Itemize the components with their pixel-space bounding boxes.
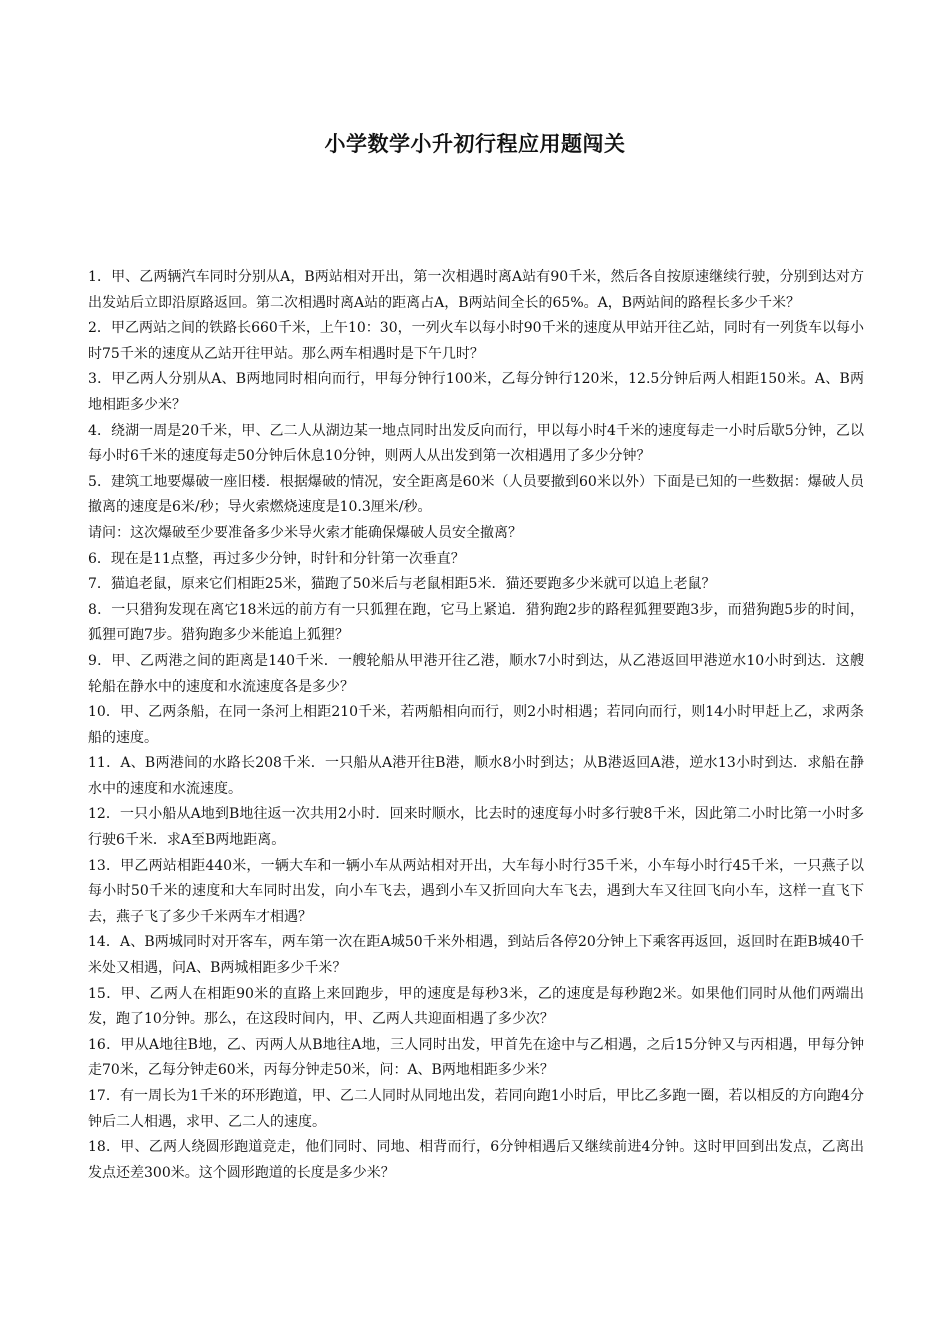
problem-item: 13．甲乙两站相距440米，一辆大车和一辆小车从两站相对开出，大车每小时行35千米，小车每小时行45千米，一只燕子以每小时50千米的速度和大车同时出发，向小车飞去，遇到小车又折回向大车飞去，遇到大车又往回飞向小车，这样一直飞下去，燕子飞了多少千米两车才相遇？ — [88, 857, 864, 925]
problem-item: 10．甲、乙两条船，在同一条河上相距210千米，若两船相向而行，则2小时相遇；若同向而行，则14小时甲赶上乙，求两条船的速度。 — [88, 704, 864, 746]
problem-item: 17．有一周长为1千米的环形跑道，甲、乙二人同时从同地出发，若同向跑1小时后，甲比乙多跑一圈，若以相反的方向跑4分钟后二人相遇，求甲、乙二人的速度。 — [88, 1088, 864, 1130]
problem-item: 2．甲乙两站之间的铁路长660千米，上午10：30，一列火车以每小时90千米的速度从甲站开往乙站，同时有一列货车以每小时75千米的速度从乙站开往甲站。那么两车相遇时是下午几时？ — [88, 320, 864, 362]
problem-item: 请问：这次爆破至少要准备多少米导火索才能确保爆破人员安全撤离？ — [88, 524, 522, 541]
problem-item: 16．甲从A地往B地，乙、丙两人从B地往A地，三人同时出发，甲首先在途中与乙相遇，之后15分钟又与丙相遇，甲每分钟走70米，乙每分钟走60米，丙每分钟走50米，问：A、B两地相距多少米？ — [88, 1036, 864, 1079]
problem-item: 18．甲、乙两人绕圆形跑道竞走，他们同时、同地、相背而行，6分钟相遇后又继续前进4分钟。这时甲回到出发点，乙离出发点还差300米。这个圆形跑道的长度是多少米？ — [88, 1139, 864, 1181]
problem-item: 12．一只小船从A地到B地往返一次共用2小时．回来时顺水，比去时的速度每小时多行驶8千米，因此第二小时比第一小时多行驶6千米．求A至B两地距离。 — [88, 806, 864, 849]
problem-item: 5．建筑工地要爆破一座旧楼．根据爆破的情况，安全距离是60米（人员要撤到60米以外）下面是已知的一些数据：爆破人员撤离的速度是6米/秒；导火索燃烧速度是10.3厘米/秒。 — [88, 473, 864, 516]
page-title: 小学数学小升初行程应用题闯关 — [324, 132, 626, 156]
problem-item: 11．A、B两港间的水路长208千米．一只船从A港开往B港，顺水8小时到达；从B港返回A港，逆水13小时到达．求船在静水中的速度和水流速度。 — [88, 755, 864, 797]
problem-item: 8．一只猎狗发现在离它18米远的前方有一只狐狸在跑，它马上紧追．猎狗跑2步的路程狐狸要跑3步，而猎狗跑5步的时间，狐狸可跑7步。猎狗跑多少米能追上狐狸？ — [88, 601, 864, 644]
problem-item: 9．甲、乙两港之间的距离是140千米．一艘轮船从甲港开往乙港，顺水7小时到达，从乙港返回甲港逆水10小时到达．这艘轮船在静水中的速度和水流速度各是多少？ — [88, 652, 864, 695]
problem-item: 3．甲乙两人分别从A、B两地同时相向而行，甲每分钟行100米，乙每分钟行120米，12.5分钟后两人相距150米。A、B两地相距多少米？ — [88, 371, 864, 413]
problem-item: 7．猫追老鼠，原来它们相距25米，猫跑了50米后与老鼠相距5米．猫还要跑多少米就可以追上老鼠？ — [88, 576, 716, 593]
problem-item: 15．甲、乙两人在相距90米的直路上来回跑步，甲的速度是每秒3米，乙的速度是每秒跑2米。如果他们同时从他们两端出发，跑了10分钟。那么，在这段时间内，甲、乙两人共迎面相遇了多少次？ — [88, 985, 864, 1028]
problem-item: 1．甲、乙两辆汽车同时分别从A，B两站相对开出，第一次相遇时离A站有90千米，然后各自按原速继续行驶，分别到达对方出发站后立即沿原路返回。第二次相遇时离A站的距离占A，B两站间全长的65%。A，B两站间的路程长多少千米？ — [88, 269, 864, 311]
problem-item: 6．现在是11点整，再过多少分钟，时针和分针第一次垂直？ — [88, 550, 465, 567]
problem-list — [88, 265, 864, 1186]
problem-item: 14．A、B两城同时对开客车，两车第一次在距A城50千米外相遇，到站后各停20分钟上下乘客再返回，返回时在距B城40千米处又相遇，问A、B两城相距多少千米？ — [88, 934, 864, 977]
problem-item: 4．绕湖一周是20千米，甲、乙二人从湖边某一地点同时出发反向而行，甲以每小时4千米的速度每走一小时后歇5分钟，乙以每小时6千米的速度每走50分钟后休息10分钟，则两人从出发到第一次相遇用了多少分钟？ — [88, 422, 864, 465]
